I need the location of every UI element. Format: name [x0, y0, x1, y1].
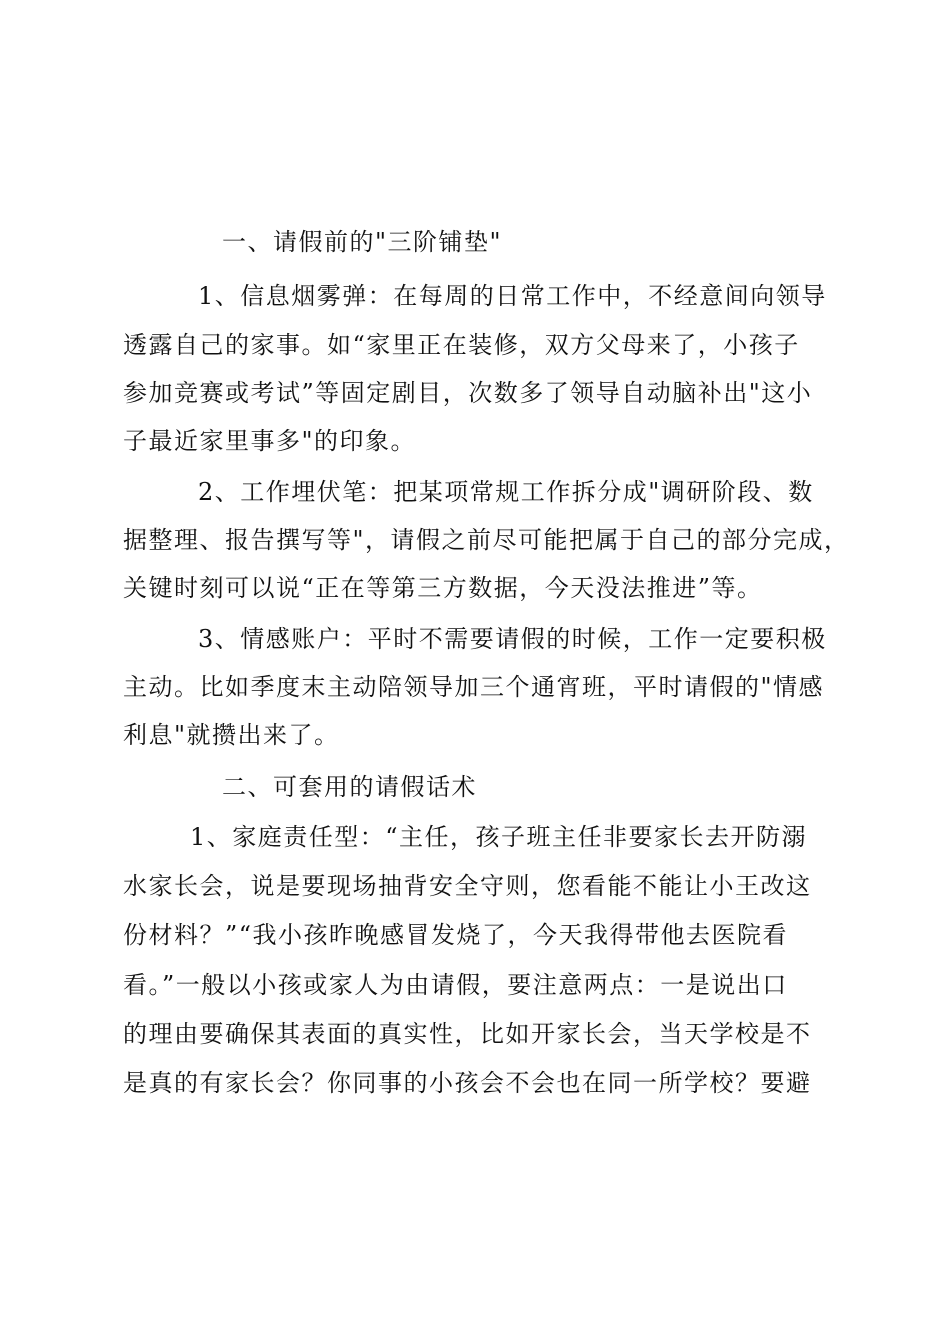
paragraph-line: 据整理、报告撰写等"，请假之前尽可能把属于自己的部分完成，: [123, 526, 850, 554]
paragraph-line: 主动。比如季度末主动陪领导加三个通宵班，平时请假的"情感: [123, 673, 825, 701]
paragraph-line: 3、情感账户：平时不需要请假的时候，工作一定要积极: [198, 625, 827, 653]
paragraph-line: 子最近家里事多"的印象。: [123, 427, 417, 455]
paragraph-line: 水家长会，说是要现场抽背安全守则，您看能不能让小王改这: [123, 872, 812, 900]
paragraph-line: 看。”一般以小孩或家人为由请假，要注意两点：一是说出口: [123, 971, 788, 999]
paragraph-line: 是真的有家长会？你同事的小孩会不会也在同一所学校？要避: [123, 1069, 812, 1097]
paragraph-line: 份材料？”“我小孩昨晚感冒发烧了，今天我得带他去医院看: [123, 921, 789, 949]
paragraph-line: 1、家庭责任型：“主任，孩子班主任非要家长去开防溺: [190, 823, 808, 851]
section-heading-1: 一、请假前的"三阶铺垫": [222, 228, 503, 256]
paragraph-line: 的理由要确保其表面的真实性，比如开家长会，当天学校是不: [123, 1020, 812, 1048]
paragraph-line: 透露自己的家事。如“家里正在装修，双方父母来了，小孩子: [123, 331, 800, 359]
paragraph-line: 关键时刻可以说“正在等第三方数据，今天没法推进”等。: [123, 574, 763, 602]
paragraph-line: 参加竞赛或考试”等固定剧目，次数多了领导自动脑补出"这小: [123, 379, 813, 407]
paragraph-line: 2、工作埋伏笔：把某项常规工作拆分成"调研阶段、数: [198, 478, 814, 506]
paragraph-line: 利息"就攒出来了。: [123, 721, 340, 749]
section-heading-2: 二、可套用的请假话术: [222, 773, 477, 801]
paragraph-line: 1、信息烟雾弹：在每周的日常工作中，不经意间向领导: [198, 282, 827, 310]
